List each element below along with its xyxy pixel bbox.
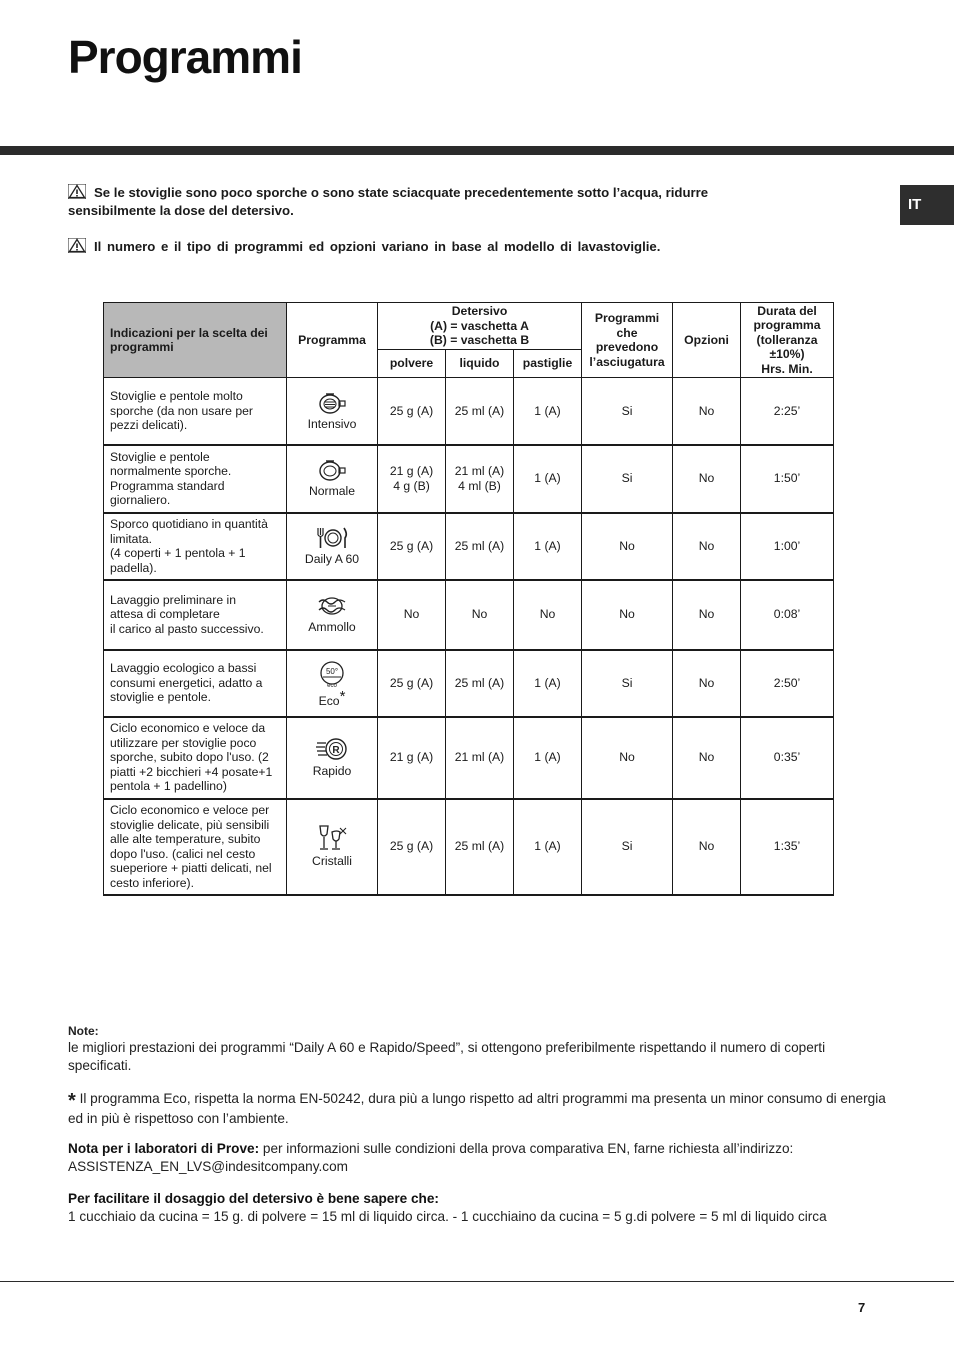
header-durata-line: ±10%)	[769, 347, 805, 362]
eco-asterisk: *	[68, 1090, 76, 1112]
row-asciugatura: Si	[582, 445, 673, 513]
row-description-line: normalmente sporche.	[110, 464, 232, 478]
row-pastiglie: 1 (A)	[514, 717, 582, 799]
warning-note-1	[68, 184, 788, 220]
row-polvere	[378, 799, 446, 895]
row-polvere	[378, 378, 446, 445]
header-durata-line: (tolleranza	[756, 332, 818, 347]
warning-triangle-icon	[68, 184, 86, 199]
note-laboratories-label: Nota per i laboratori di Prove:	[68, 1141, 260, 1156]
header-asciugatura-line: Programmi	[594, 311, 660, 325]
program-name: Eco	[318, 693, 340, 708]
liquido-value: 4 ml (B)	[458, 478, 501, 493]
header-polvere: polvere	[378, 350, 446, 378]
row-pastiglie: 1 (A)	[514, 650, 582, 717]
row-program	[287, 513, 378, 580]
row-asciugatura: Si	[582, 650, 673, 717]
liquido-value: 21 ml (A)	[454, 750, 505, 765]
language-tab: IT	[900, 185, 954, 225]
row-asciugatura: Si	[582, 378, 673, 445]
row-asciugatura: No	[582, 513, 673, 580]
row-description-line: padella).	[110, 560, 157, 575]
header-opzioni: Opzioni	[673, 303, 741, 378]
row-description	[104, 650, 287, 717]
row-description-line: (4 coperti + 1 pentola + 1	[110, 546, 246, 560]
note-eco-text: Il programma Eco, rispetta la norma EN-50242, dura più a lungo rispetto ad altri programmi ma presenta un minor consumo di energia ed in più è rispettoso con l’ambiente.	[68, 1091, 886, 1126]
program-name: Ammollo	[308, 620, 356, 635]
note-laboratories	[68, 1140, 888, 1176]
program-name: Normale	[308, 484, 356, 499]
warning-text-1: Se le stoviglie sono poco sporche o sono state sciacquate precedentemente sotto l’acqua, ridurre sensibilmente la dose del detersivo.	[68, 185, 709, 218]
program-name: Rapido	[312, 764, 352, 779]
liquido-value: 25 ml (A)	[454, 403, 505, 418]
programs-table-body	[104, 378, 834, 895]
row-program	[287, 650, 378, 717]
polvere-value: 21 g (A)	[389, 464, 434, 478]
liquido-value: 25 ml (A)	[454, 538, 505, 553]
row-polvere	[378, 650, 446, 717]
row-opzioni: No	[673, 717, 741, 799]
liquido-value: 25 ml (A)	[454, 839, 505, 854]
row-durata: 1:50’	[741, 445, 834, 513]
row-description-line: cesto inferiore).	[110, 875, 194, 890]
soak-icon	[316, 594, 348, 618]
polvere-value: 25 g (A)	[389, 403, 434, 418]
polvere-value: 25 g (A)	[389, 839, 434, 854]
header-detersivo	[378, 303, 582, 350]
header-asciugatura-line: che	[616, 325, 638, 340]
note-dosage-text: 1 cucchiaio da cucina = 15 g. di polvere = 15 ml di liquido circa. - 1 cucchiaino da cucina = 5 g.di polvere = 5 ml di liquido circa	[68, 1209, 827, 1224]
table-row	[104, 378, 834, 445]
row-durata: 0:35’	[741, 717, 834, 799]
row-opzioni: No	[673, 650, 741, 717]
row-opzioni: No	[673, 378, 741, 445]
row-pastiglie: 1 (A)	[514, 378, 582, 445]
table-row	[104, 445, 834, 513]
row-description	[104, 799, 287, 895]
row-polvere	[378, 717, 446, 799]
row-liquido	[446, 378, 514, 445]
row-liquido	[446, 580, 514, 650]
row-opzioni: No	[673, 513, 741, 580]
header-programma: Programma	[287, 303, 378, 378]
row-description-line: alle alte temperature, subito	[110, 832, 261, 846]
header-liquido: liquido	[446, 350, 514, 378]
row-description-line: sporche (da non usare per	[110, 403, 253, 418]
row-description-line: sporche, subito dopo l'uso. (2	[110, 750, 269, 765]
row-pastiglie: No	[514, 580, 582, 650]
polvere-value: 25 g (A)	[389, 538, 434, 553]
bottom-divider	[0, 1281, 954, 1282]
header-pastiglie: pastiglie	[514, 350, 582, 378]
row-asciugatura: No	[582, 580, 673, 650]
row-description-line: Sporco quotidiano in quantità	[110, 517, 268, 531]
polvere-value: 21 g (A)	[389, 750, 434, 765]
row-description-line: consumi energetici, adatto a	[110, 675, 263, 690]
rapid-icon-letter: R	[332, 745, 340, 757]
row-description-line: piatti +2 bicchieri +4 posate+1	[110, 764, 273, 779]
warning-text-2: Il numero e il tipo di programmi ed opzioni variano in base al modello di lavastoviglie.	[94, 239, 661, 254]
warning-note-2	[68, 238, 808, 256]
header-asciugatura-line: l’asciugatura	[589, 354, 665, 369]
row-description-line: limitata.	[110, 531, 152, 546]
header-asciugatura	[582, 303, 673, 378]
liquido-value: 21 ml (A)	[454, 464, 505, 478]
note-laboratories-text: per informazioni sulle condizioni della prova comparativa EN, farne richiesta all’indirizzo: ASSISTENZA_EN_LVS@indesitcompany.com	[68, 1141, 794, 1174]
row-liquido	[446, 650, 514, 717]
row-liquido	[446, 445, 514, 513]
row-program	[287, 378, 378, 445]
intensive-pot-icon	[317, 391, 347, 415]
row-description-line: pezzi delicati).	[110, 418, 188, 432]
normal-pot-icon	[317, 458, 347, 482]
row-description-line: sueperiore + piatti delicati, nel	[110, 861, 272, 875]
row-liquido	[446, 799, 514, 895]
note-best-performance: le migliori prestazioni dei programmi “Daily A 60 e Rapido/Speed”, si ottengono preferibilmente rispettando il numero di coperti specificati.	[68, 1040, 826, 1073]
row-pastiglie: 1 (A)	[514, 799, 582, 895]
header-indicazioni: Indicazioni per la scelta dei programmi	[104, 303, 287, 378]
row-description-line: dopo l'uso. (calici nel cesto	[110, 846, 256, 861]
liquido-value: 25 ml (A)	[454, 675, 505, 690]
row-description-line: utilizzare per stoviglie poco	[110, 735, 257, 750]
note-dosage-label: Per facilitare il dosaggio del detersivo è bene sapere che:	[68, 1191, 439, 1206]
glasses-icon	[316, 824, 348, 852]
row-polvere	[378, 513, 446, 580]
row-description-line: il carico al pasto successivo.	[110, 621, 264, 636]
row-description-line: Ciclo economico e veloce da	[110, 721, 266, 736]
header-durata-line: Hrs. Min.	[761, 361, 813, 376]
row-description	[104, 717, 287, 799]
note-eco	[68, 1090, 888, 1128]
row-pastiglie: 1 (A)	[514, 513, 582, 580]
row-program	[287, 799, 378, 895]
row-liquido	[446, 717, 514, 799]
row-description-line: attesa di completare	[110, 607, 220, 622]
top-divider	[0, 146, 954, 155]
row-description-line: stoviglie delicate, più sensibili	[110, 817, 270, 832]
row-description-line: Lavaggio ecologico a bassi	[110, 661, 257, 676]
row-description-line: Stoviglie e pentole molto	[110, 389, 243, 403]
eco-50-icon	[317, 658, 347, 688]
row-durata: 2:25’	[741, 378, 834, 445]
row-description	[104, 513, 287, 580]
eco-icon-temp: 50°	[325, 666, 339, 676]
program-name: Daily A 60	[304, 551, 360, 566]
rapid-r-icon	[315, 736, 349, 762]
row-description	[104, 378, 287, 445]
header-durata-line: programma	[753, 318, 821, 333]
row-description	[104, 445, 287, 513]
row-polvere	[378, 580, 446, 650]
row-opzioni: No	[673, 445, 741, 513]
row-description-line: Ciclo economico e veloce per	[110, 803, 270, 817]
program-name: Cristalli	[312, 854, 352, 869]
program-asterisk: *	[339, 687, 346, 705]
daily-plate-cutlery-icon	[315, 526, 349, 550]
page-number: 7	[858, 1300, 866, 1315]
row-description-line: stoviglie e pentole.	[110, 690, 211, 705]
row-asciugatura: No	[582, 717, 673, 799]
table-row	[104, 580, 834, 650]
row-description-line: giornaliero.	[110, 493, 171, 507]
notes-heading: Note:	[68, 1024, 99, 1038]
header-detersivo-a: (A) = vaschetta A	[430, 318, 529, 333]
row-description	[104, 580, 287, 650]
polvere-value: 4 g (B)	[393, 478, 430, 493]
row-program	[287, 717, 378, 799]
header-asciugatura-line: prevedono	[595, 340, 659, 354]
page-title: Programmi	[68, 31, 302, 83]
header-durata	[741, 303, 834, 378]
row-description-line: Lavaggio preliminare in	[110, 592, 237, 607]
row-durata: 2:50’	[741, 650, 834, 717]
row-program	[287, 445, 378, 513]
header-detersivo-b: (B) = vaschetta B	[429, 333, 530, 348]
polvere-value: No	[403, 607, 420, 622]
program-name: Intensivo	[307, 416, 357, 431]
row-description-line: Programma standard	[110, 478, 225, 493]
programs-table	[103, 302, 834, 896]
table-row	[104, 513, 834, 580]
row-durata: 1:35’	[741, 799, 834, 895]
row-description-line: Stoviglie e pentole	[110, 449, 210, 464]
row-liquido	[446, 513, 514, 580]
table-row	[104, 799, 834, 895]
liquido-value: No	[471, 607, 488, 622]
row-durata: 1:00’	[741, 513, 834, 580]
polvere-value: 25 g (A)	[389, 675, 434, 690]
table-row	[104, 650, 834, 717]
row-pastiglie: 1 (A)	[514, 445, 582, 513]
row-polvere	[378, 445, 446, 513]
note-dosage	[68, 1190, 888, 1226]
row-opzioni: No	[673, 799, 741, 895]
row-program	[287, 580, 378, 650]
row-description-line: pentola + 1 padellino)	[110, 779, 227, 794]
warning-triangle-icon	[68, 238, 86, 253]
eco-icon-label: eco	[327, 682, 337, 688]
header-durata-line: Durata del	[757, 303, 817, 318]
table-row	[104, 717, 834, 799]
row-opzioni: No	[673, 580, 741, 650]
row-asciugatura: Si	[582, 799, 673, 895]
row-durata: 0:08’	[741, 580, 834, 650]
header-detersivo-title: Detersivo	[451, 304, 508, 319]
